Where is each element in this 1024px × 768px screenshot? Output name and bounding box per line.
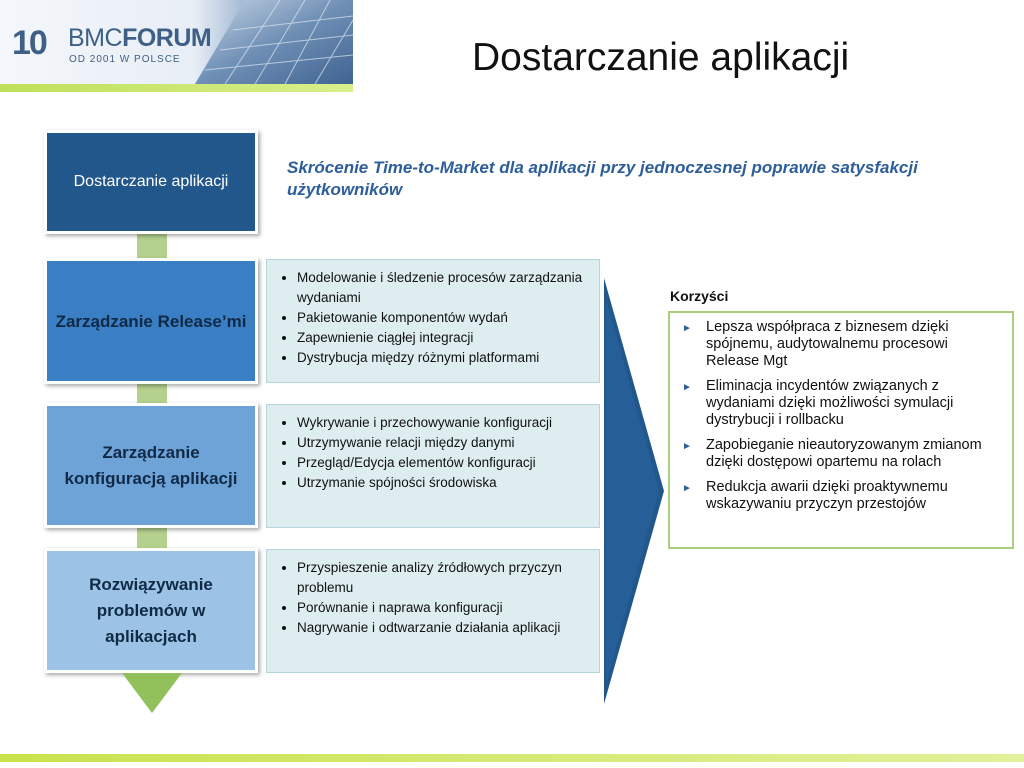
logo-brand-left: BMC	[68, 24, 123, 52]
list-item: • Pakietowanie komponentów wydań	[297, 308, 591, 328]
list-item: • Zapewnienie ciągłej integracji	[297, 328, 591, 348]
connector	[137, 528, 167, 549]
list-item: • Dystrybucja między różnymi platformami	[297, 348, 591, 368]
detail-list	[279, 558, 591, 638]
connector	[137, 234, 167, 260]
detail-box-release	[266, 259, 600, 383]
list-item: • Porównanie i naprawa konfiguracji	[297, 598, 591, 618]
logo-brand-right: FORUM	[122, 24, 212, 52]
logo-tagline: OD 2001 W POLSCE	[69, 54, 181, 65]
chevron-right-icon	[604, 278, 666, 704]
process-box-configuration	[44, 403, 258, 528]
logo-accent-bar	[0, 84, 353, 92]
page-title: Dostarczanie aplikacji	[472, 36, 850, 79]
logo-mark: 10	[12, 24, 46, 62]
benefit-text: Redukcja awarii dzięki proaktywnemu wskazywaniu przyczyn przestojów	[706, 479, 948, 512]
triangle-bullet-icon: ►	[682, 382, 692, 393]
detail-box-configuration	[266, 404, 600, 528]
process-box-release	[44, 258, 258, 384]
list-item: • Przyspieszenie analizy źródłowych przyczyn problemu	[297, 558, 591, 598]
list-item: • Modelowanie i śledzenie procesów zarządzania wydaniami	[297, 268, 591, 308]
detail-list	[279, 413, 591, 493]
benefits-list	[678, 319, 1002, 513]
main-process-box	[44, 130, 258, 234]
bottom-accent-bar	[0, 754, 1024, 762]
list-item: • Przegląd/Edycja elementów konfiguracji	[297, 453, 591, 473]
triangle-bullet-icon: ►	[682, 441, 692, 452]
benefits-label: Korzyści	[670, 288, 729, 304]
triangle-bullet-icon: ►	[682, 323, 692, 334]
process-box-problems	[44, 548, 258, 673]
list-item: • Utrzymanie spójności środowiska	[297, 473, 591, 493]
detail-box-problems	[266, 549, 600, 673]
logo-banner	[0, 0, 353, 92]
benefit-item	[678, 479, 1002, 513]
benefit-text: Zapobieganie nieautoryzowanym zmianom dzięki dostępowi opartemu na rolach	[706, 437, 982, 470]
down-arrow-icon	[122, 673, 182, 713]
process-label: Zarządzanie konfiguracją aplikacji	[64, 442, 238, 488]
benefit-item	[678, 437, 1002, 471]
benefit-text: Lepsza współpraca z biznesem dzięki spójnemu, audytowalnemu procesowi Release Mgt	[706, 319, 949, 369]
process-label: Rozwiązywanie problemów w aplikacjach	[89, 574, 213, 646]
list-item: • Utrzymywanie relacji między danymi	[297, 433, 591, 453]
list-item: • Wykrywanie i przechowywanie konfiguracji	[297, 413, 591, 433]
logo-brand	[68, 24, 211, 53]
benefit-item	[678, 378, 1002, 429]
detail-list	[279, 268, 591, 368]
triangle-bullet-icon: ►	[682, 483, 692, 494]
process-label: Zarządzanie Release’mi	[55, 311, 247, 331]
main-process-label: Dostarczanie aplikacji	[73, 173, 229, 190]
list-item: • Nagrywanie i odtwarzanie działania aplikacji	[297, 618, 591, 638]
subtitle: Skrócenie Time-to-Market dla aplikacji przy jednoczesnej poprawie satysfakcji użytkowników	[287, 158, 918, 199]
benefits-box	[668, 311, 1014, 549]
benefit-item	[678, 319, 1002, 370]
connector	[137, 384, 167, 404]
benefit-text: Eliminacja incydentów związanych z wydaniami dzięki możliwości symulacji dystrybucji i rollbacku	[706, 378, 954, 428]
